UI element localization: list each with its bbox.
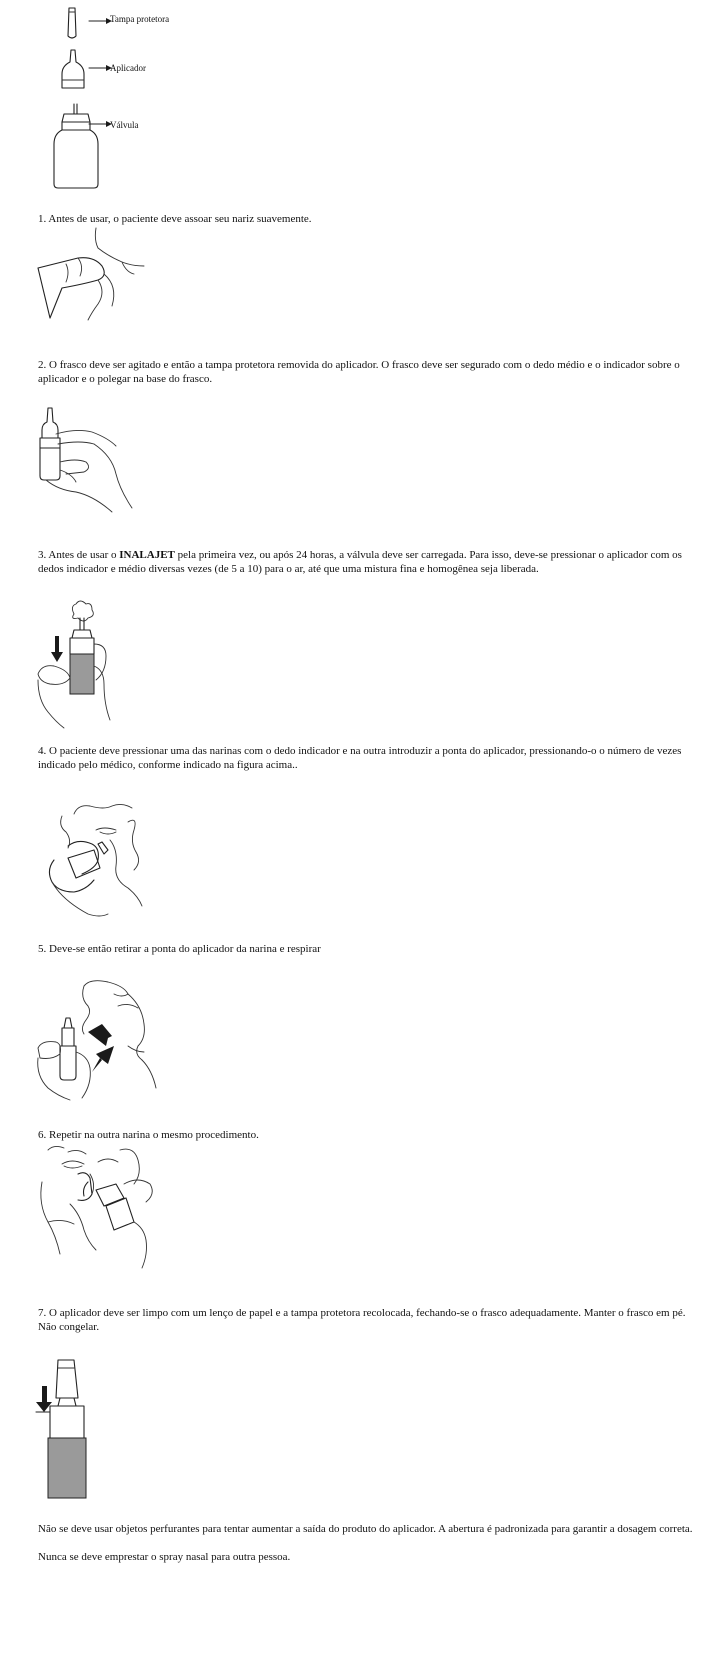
step-1-text: 1. Antes de usar, o paciente deve assoar seu nariz suavemente.	[38, 213, 312, 225]
priming-pump-illustration	[34, 600, 144, 730]
cap-label: Tampa protetora	[110, 14, 170, 24]
valve-label: Válvula	[110, 120, 139, 130]
valve-bottle-illustration	[52, 102, 100, 192]
step-4-text: 4. O paciente deve pressionar uma das narinas com o dedo indicador e na outra introduzir a ponta do aplicador, pressionando-o o número de vezes indicado pelo médico, conforme indicado na figura acima..	[38, 745, 682, 771]
step-6-text: 6. Repetir na outra narina o mesmo procedimento.	[38, 1129, 259, 1141]
step-2-text: 2. O frasco deve ser agitado e então a tampa protetora removida do aplicador. O frasco deve ser segurado com o dedo médio e o indicador sobre o aplicador e o polegar na base do frasco.	[38, 359, 680, 385]
protective-cap-illustration	[60, 6, 100, 46]
step-7-text: 7. O aplicador deve ser limpo com um lenço de papel e a tampa protetora recolocada, fechando-se o frasco adequadamente. Manter o frasco em pé. Não congelar.	[38, 1307, 686, 1333]
step-5-text: 5. Deve-se então retirar a ponta do aplicador da narina e respirar	[38, 943, 321, 955]
holding-bottle-illustration	[36, 404, 146, 514]
recapping-bottle-illustration	[34, 1356, 94, 1502]
warning-text: Não se deve usar objetos perfurantes para tentar aumentar a saída do produto do aplicador. A abertura é padronizada para garantir a dosagem correta.	[38, 1523, 693, 1535]
sharing-warning-text: Nunca se deve emprestar o spray nasal para outra pessoa.	[38, 1551, 291, 1563]
cap-arrow	[88, 18, 112, 24]
applicator-illustration	[58, 48, 98, 96]
product-name: INALAJET	[119, 549, 175, 561]
step-3-text-start: 3. Antes de usar o	[38, 549, 120, 561]
applicator-label: Aplicador	[110, 63, 146, 73]
step-3-text	[38, 548, 693, 576]
applicator-arrow	[88, 65, 112, 71]
withdrawing-applicator-illustration	[32, 976, 162, 1102]
valve-arrow	[88, 121, 112, 127]
other-nostril-illustration	[34, 1144, 164, 1270]
step-3-text-end: pela primeira vez, ou após 24 horas, a válvula deve ser carregada. Para isso, deve-se pressionar o aplicador com os dedos indicador e médio diversas vezes (de 5 a 10) para o ar, até que uma mistura fina e homogênea seja liberada.	[38, 549, 682, 575]
inserting-applicator-illustration	[38, 796, 158, 918]
blowing-nose-illustration	[36, 226, 156, 321]
